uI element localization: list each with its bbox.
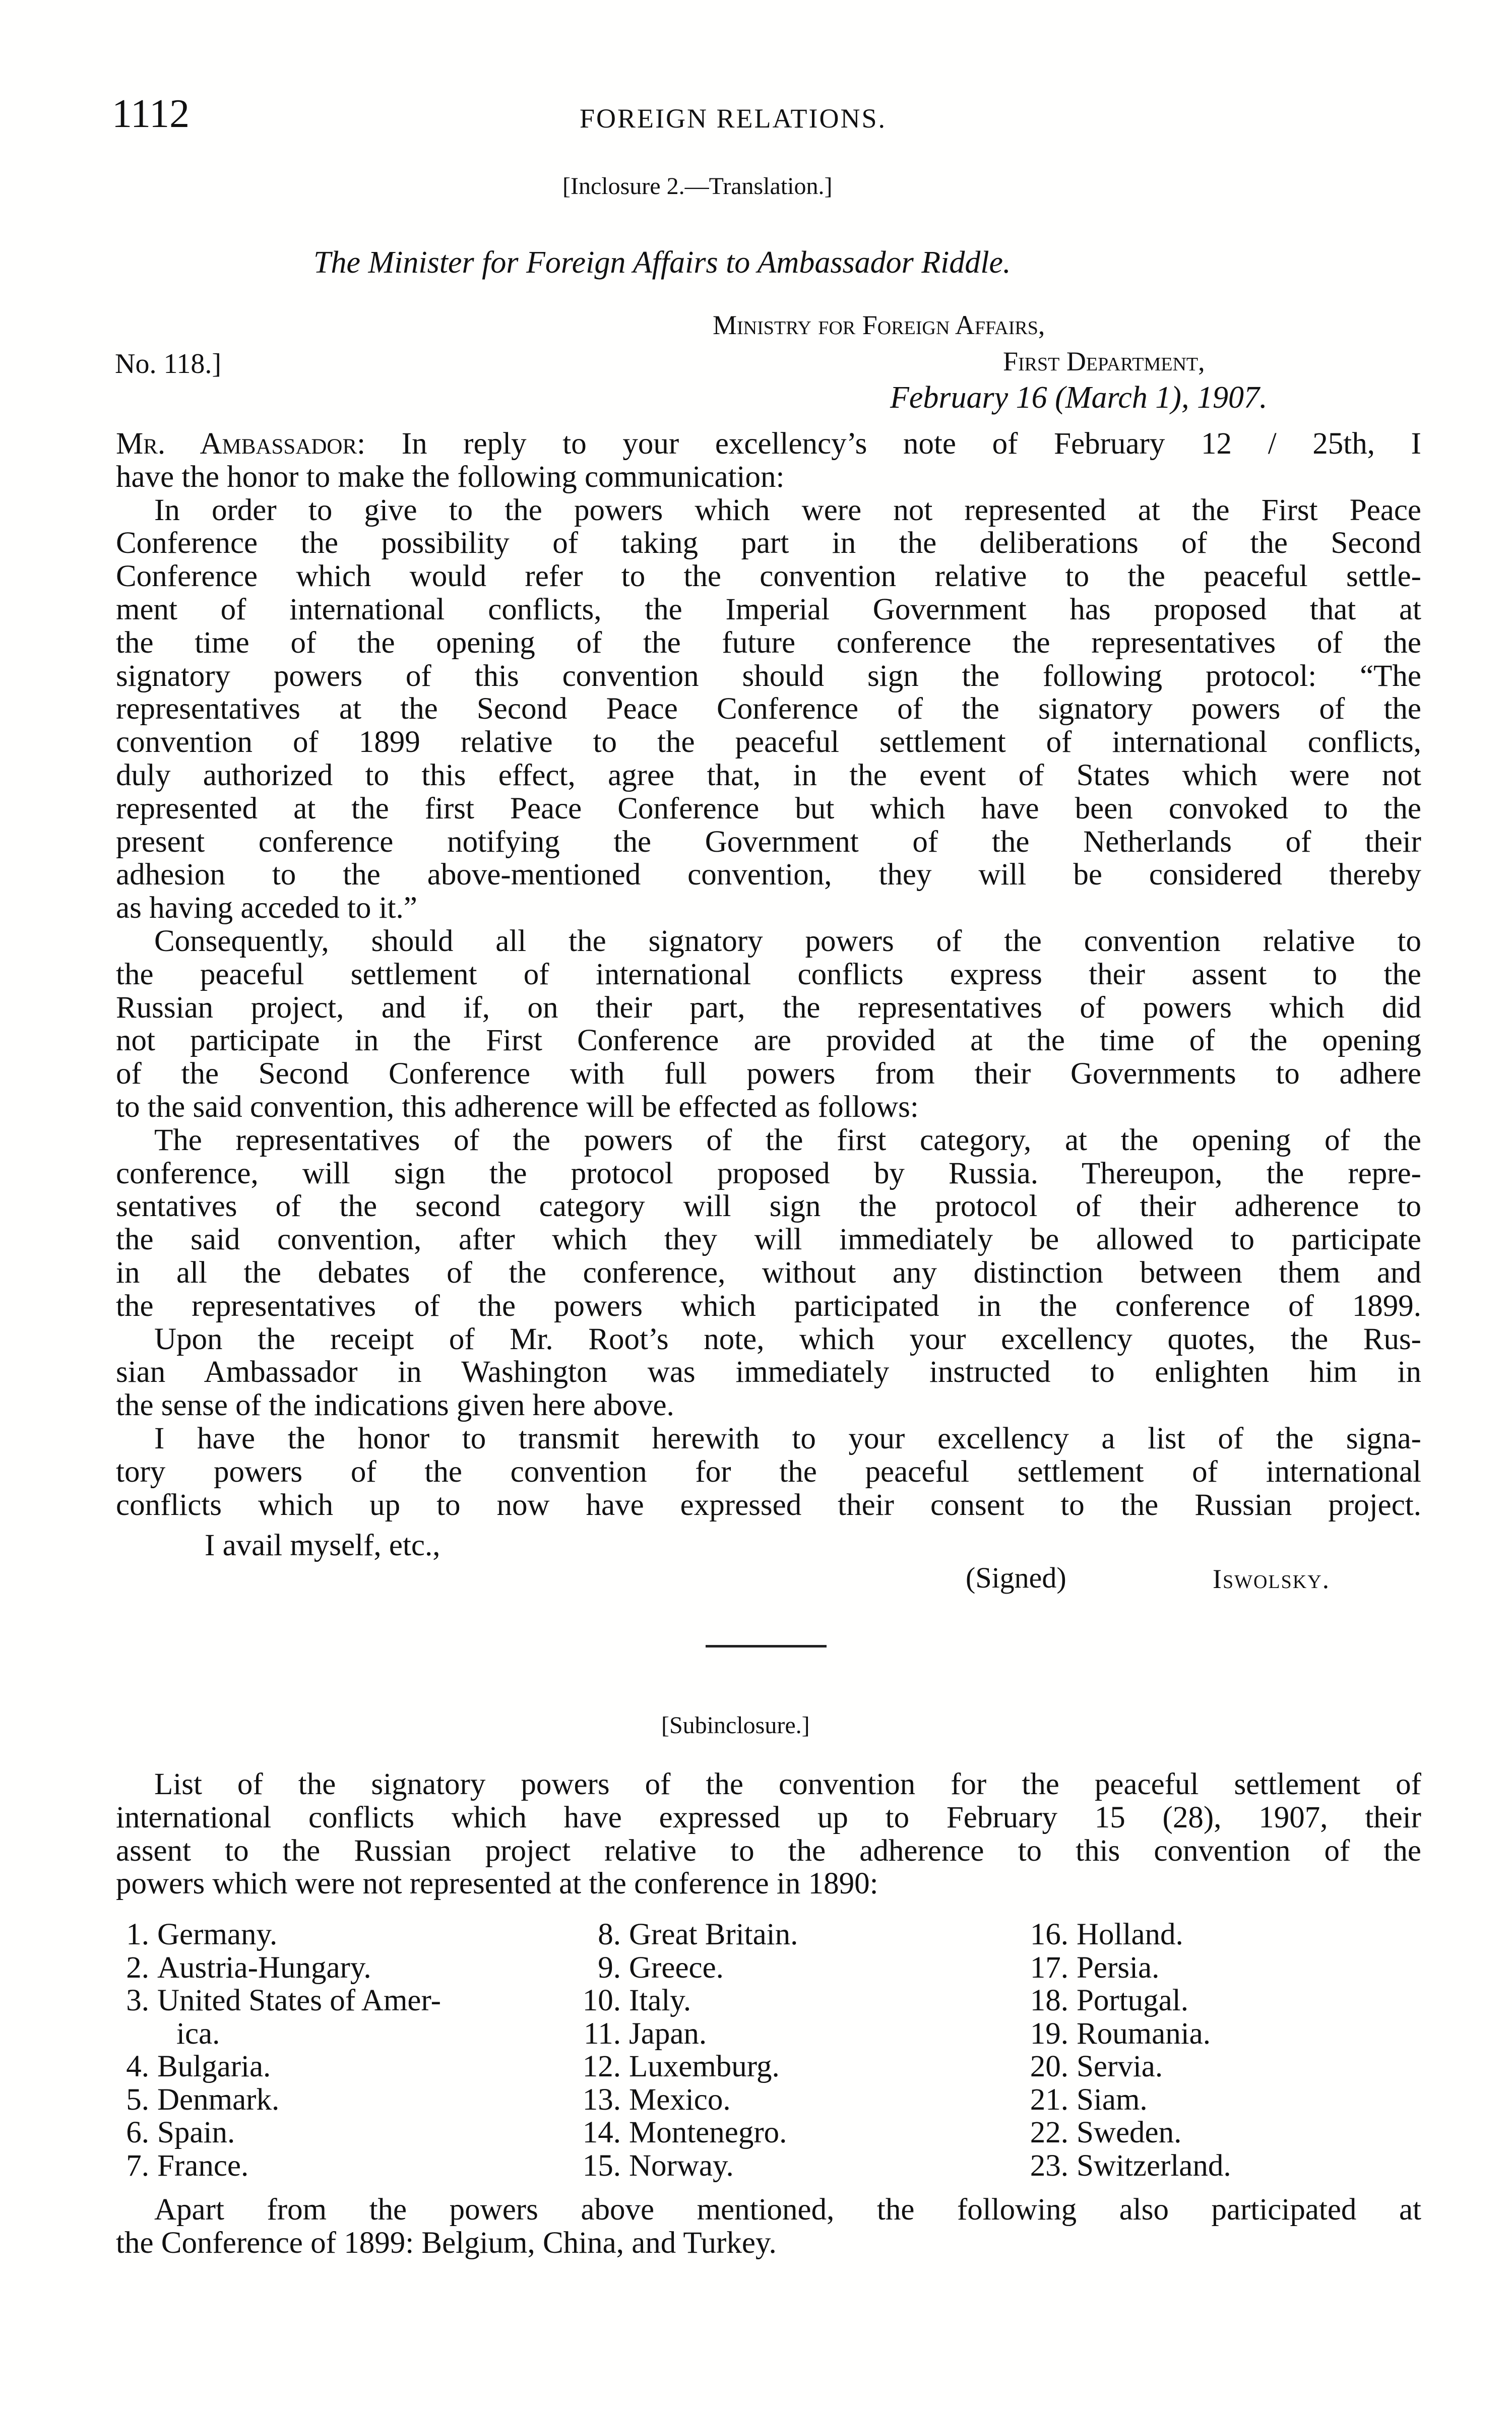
- list-item-number: 7.: [126, 2148, 149, 2183]
- list-item-number: 17.: [1030, 1950, 1068, 1985]
- list-item-name: France.: [157, 2148, 249, 2183]
- list-item-name: Greece.: [629, 1950, 724, 1985]
- text-line: have the honor to make the following communication:: [116, 460, 785, 494]
- list-item: [113, 1951, 441, 1985]
- letter-first-line: [116, 427, 1421, 461]
- list-item: [546, 2116, 798, 2149]
- list-item-number: 22.: [1030, 2116, 1068, 2149]
- list-item: [546, 1951, 798, 1985]
- list-item-number: 10.: [582, 1984, 621, 2017]
- list-item-number: 13.: [582, 2082, 621, 2117]
- closing-line: I avail myself, etc.,: [205, 1529, 440, 1562]
- enclosure-label: [Inclosure 2.—Translation.]: [562, 173, 833, 200]
- list-item: [113, 2050, 441, 2083]
- list-item-name: Germany.: [157, 1918, 278, 1951]
- list-item: [113, 2149, 441, 2183]
- list-item: [993, 2116, 1231, 2149]
- text-line: I have the honor to transmit herewith to your excellency a list of the signa-: [154, 1421, 1421, 1455]
- subenclosure-closing: [116, 2193, 1421, 2260]
- signature: Iswolsky.: [1213, 1564, 1331, 1594]
- text-line: sentatives of the second category will sign the protocol of their adherence to: [116, 1189, 1421, 1224]
- list-item-name: Denmark.: [157, 2082, 280, 2117]
- letter-date: February 16 (March 1), 1907.: [890, 381, 1268, 415]
- list-item-name: Bulgaria.: [157, 2050, 271, 2083]
- text-line: assent to the Russian project relative to the adherence to this convention of the: [116, 1833, 1421, 1868]
- list-item-number: 23.: [1030, 2148, 1068, 2183]
- list-item: [546, 2017, 798, 2051]
- subenclosure-label: [Subinclosure.]: [661, 1712, 810, 1739]
- letter-title: The Minister for Foreign Affairs to Ambassador Riddle.: [313, 245, 1011, 280]
- list-item: [993, 1918, 1231, 1951]
- list-item-number: 8.: [598, 1918, 621, 1951]
- letter-body: [116, 427, 1421, 1522]
- text-line: present conference notifying the Government of the Netherlands of their: [116, 825, 1421, 859]
- list-item: [546, 2050, 798, 2083]
- text-line: ment of international conflicts, the Imperial Government has proposed that at: [116, 592, 1421, 626]
- list-item: [993, 2149, 1231, 2183]
- list-item-number: 4.: [126, 2050, 149, 2083]
- list-item: [546, 2083, 798, 2117]
- text-line: represented at the first Peace Conference but which have been convoked to the: [116, 791, 1421, 826]
- text-line: sian Ambassador in Washington was immediately instructed to enlighten him in: [116, 1355, 1421, 1389]
- list-item: [113, 2083, 441, 2117]
- text-line: the Conference of 1899: Belgium, China, and Turkey.: [116, 2226, 777, 2260]
- list-item-name: Japan.: [629, 2016, 707, 2051]
- list-item-number: 9.: [598, 1950, 621, 1985]
- list-item-name: Persia.: [1077, 1950, 1160, 1985]
- powers-list-column-2: [546, 1918, 798, 2182]
- list-item-name: Roumania.: [1077, 2016, 1211, 2051]
- list-item-number: 12.: [582, 2050, 621, 2083]
- list-item: [993, 2017, 1231, 2051]
- text-line: In order to give to the powers which were not represented at the First Peace: [154, 493, 1421, 527]
- list-item-number: 5.: [126, 2082, 149, 2117]
- signed-label: (Signed): [966, 1561, 1066, 1594]
- list-item-name: Portugal.: [1077, 1984, 1188, 2017]
- list-item-name: Austria-Hungary.: [157, 1950, 371, 1985]
- list-item: [993, 1984, 1231, 2017]
- list-item-number: 21.: [1030, 2082, 1068, 2117]
- address-department: First Department,: [1003, 346, 1205, 376]
- list-item-name: United States of Amer-: [157, 1984, 441, 2017]
- list-item: [546, 2149, 798, 2183]
- list-item-number: 14.: [582, 2116, 621, 2149]
- list-item: [113, 2017, 441, 2051]
- list-item: [993, 2083, 1231, 2117]
- page-number: 1112: [112, 92, 190, 136]
- list-item-name: Great Britain.: [629, 1918, 798, 1951]
- text-line: List of the signatory powers of the convention for the peaceful settlement of: [154, 1767, 1421, 1801]
- text-line: The representatives of the powers of the first category, at the opening of the: [154, 1123, 1421, 1157]
- list-item-name: Luxemburg.: [629, 2050, 780, 2083]
- list-item-number: 16.: [1030, 1918, 1068, 1951]
- list-item-name: Mexico.: [629, 2082, 731, 2117]
- salutation: Mr. Ambassador:: [116, 427, 366, 461]
- list-item-name: Siam.: [1077, 2082, 1148, 2117]
- list-item-name: Montenegro.: [629, 2116, 787, 2149]
- list-item-number: 15.: [582, 2148, 621, 2183]
- text-line: of the Second Conference with full powers from their Governments to adhere: [116, 1057, 1421, 1091]
- list-item-number: 11.: [584, 2016, 621, 2051]
- letter-first-line-text: In reply to your excellency’s note of February 12 / 25th, I: [401, 427, 1421, 461]
- list-item-number: 20.: [1030, 2050, 1068, 2083]
- list-item: [546, 1918, 798, 1951]
- list-item-name: Switzerland.: [1077, 2148, 1231, 2183]
- text-line: the time of the opening of the future conference the representatives of the: [116, 625, 1421, 660]
- text-line: as having acceded to it.”: [116, 891, 417, 925]
- text-line: to the said convention, this adherence will be effected as follows:: [116, 1090, 919, 1124]
- list-item-number: 2.: [126, 1950, 149, 1985]
- text-line: convention of 1899 relative to the peaceful settlement of international conflicts,: [116, 725, 1421, 759]
- list-item: [546, 1984, 798, 2017]
- text-line: duly authorized to this effect, agree that, in the event of States which were not: [116, 758, 1421, 792]
- list-item-number: 19.: [1030, 2016, 1068, 2051]
- text-line: international conflicts which have expressed up to February 15 (28), 1907, their: [116, 1800, 1421, 1834]
- text-line: tory powers of the convention for the peaceful settlement of international: [116, 1454, 1421, 1489]
- list-item-name: ica.: [176, 2016, 220, 2051]
- list-item-number: 1.: [126, 1918, 149, 1951]
- text-line: conflicts which up to now have expressed their consent to the Russian project.: [116, 1488, 1421, 1522]
- list-item-name: Italy.: [629, 1984, 691, 2017]
- list-item-name: Servia.: [1077, 2050, 1163, 2083]
- text-line: the sense of the indications given here above.: [116, 1388, 674, 1423]
- text-line: Conference which would refer to the convention relative to the peaceful settle-: [116, 559, 1421, 594]
- text-line: Apart from the powers above mentioned, the following also participated at: [154, 2193, 1421, 2227]
- letter-number: No. 118.]: [115, 348, 222, 379]
- subenclosure-intro: [116, 1768, 1421, 1900]
- text-line: adhesion to the above-mentioned convention, they will be considered thereby: [116, 858, 1421, 892]
- list-item: [993, 1951, 1231, 1985]
- list-item: [113, 2116, 441, 2149]
- text-line: powers which were not represented at the conference in 1890:: [116, 1867, 878, 1901]
- text-line: representatives at the Second Peace Conference of the signatory powers of the: [116, 692, 1421, 726]
- text-line: Upon the receipt of Mr. Root’s note, which your excellency quotes, the Rus-: [154, 1322, 1421, 1356]
- list-item-name: Norway.: [629, 2148, 734, 2183]
- list-item: [113, 1984, 441, 2017]
- running-title: FOREIGN RELATIONS.: [580, 103, 887, 134]
- list-item-name: Sweden.: [1077, 2116, 1182, 2149]
- list-item: [113, 1918, 441, 1951]
- text-line: Consequently, should all the signatory powers of the convention relative to: [154, 924, 1421, 958]
- list-item-name: Spain.: [157, 2116, 235, 2149]
- section-separator: [706, 1645, 827, 1647]
- text-line: in all the debates of the conference, without any distinction between them and: [116, 1255, 1421, 1290]
- text-line: the said convention, after which they will immediately be allowed to participate: [116, 1223, 1421, 1257]
- list-item-name: Holland.: [1077, 1918, 1183, 1951]
- powers-list-column-3: [993, 1918, 1231, 2182]
- text-line: conference, will sign the protocol proposed by Russia. Thereupon, the repre-: [116, 1156, 1421, 1190]
- address-ministry: Ministry for Foreign Affairs,: [713, 310, 1045, 340]
- text-line: Conference the possibility of taking part in the deliberations of the Second: [116, 526, 1421, 560]
- text-line: the representatives of the powers which participated in the conference of 1899.: [116, 1289, 1421, 1323]
- text-line: not participate in the First Conference are provided at the time of the opening: [116, 1024, 1421, 1058]
- powers-list-column-1: [113, 1918, 441, 2182]
- list-item-number: 18.: [1030, 1984, 1068, 2017]
- list-item-number: 3.: [126, 1984, 149, 2017]
- text-line: signatory powers of this convention should sign the following protocol: “The: [116, 659, 1421, 693]
- text-line: Russian project, and if, on their part, the representatives of powers which did: [116, 990, 1421, 1025]
- list-item: [993, 2050, 1231, 2083]
- list-item-number: 6.: [126, 2116, 149, 2149]
- text-line: the peaceful settlement of international conflicts express their assent to the: [116, 957, 1421, 991]
